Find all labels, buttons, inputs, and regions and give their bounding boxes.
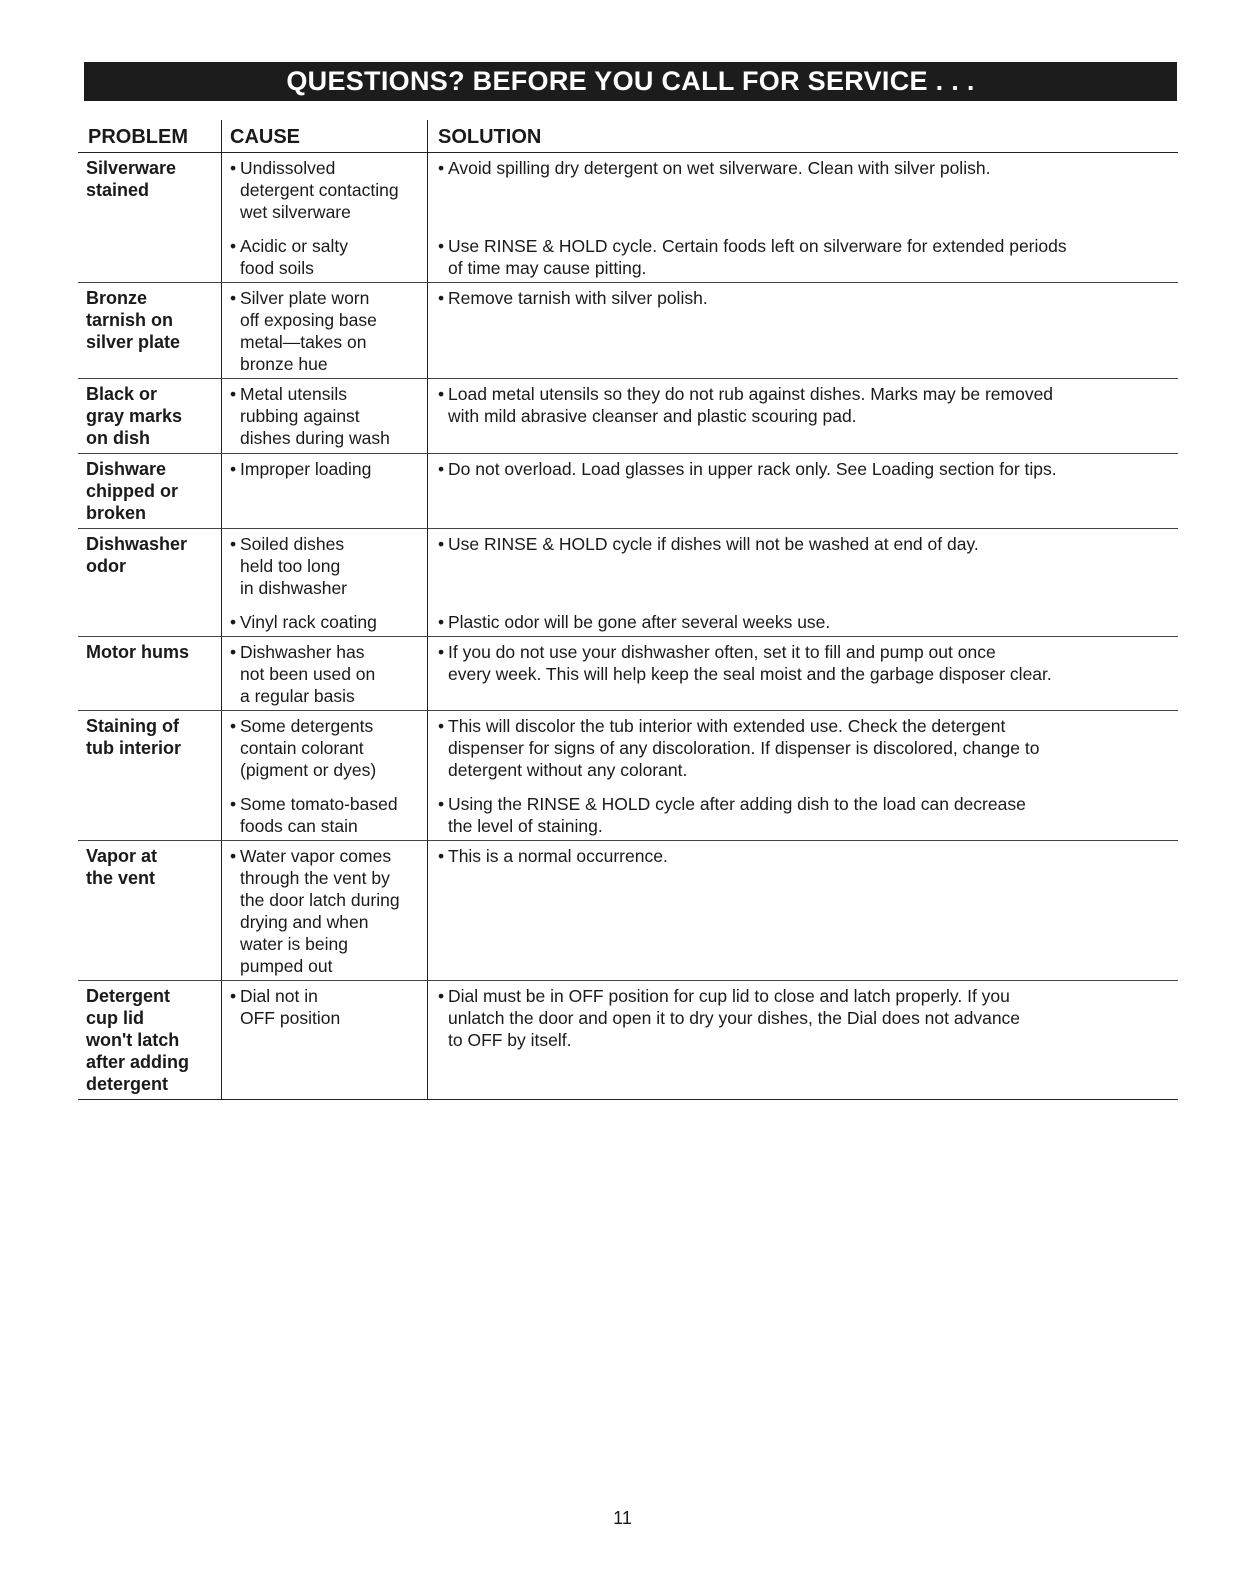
solution-cell [427,529,1178,636]
bullet-mark: • [438,459,445,479]
table-row [78,841,1178,981]
bullet-mark: • [230,236,237,256]
cause-cell [221,283,427,378]
bullet-mark: • [438,288,445,308]
solution-text: Remove tarnish with silver polish. [448,288,708,308]
cause-item [230,287,423,375]
problem-cell: Staining of tub interior [86,716,181,758]
problem-cell: Vapor at the vent [86,846,158,888]
cause-item [230,985,423,1029]
solution-text: Do not overload. Load glasses in upper rack only. See Loading section for tips. [448,459,1057,479]
table-row [78,379,1178,454]
bullet-mark: • [438,534,445,554]
bullet-mark: • [438,986,445,1006]
solution-cell [427,153,1178,282]
cause-cell [221,153,427,282]
bullet-mark: • [438,642,445,662]
bullet-mark: • [438,846,445,866]
solution-text: Use RINSE & HOLD cycle. Certain foods left on silverware for extended periods of time may cause pitting. [448,236,1067,278]
problem-cell: Black or gray marks on dish [86,384,183,448]
problem-cell: Motor hums [86,642,189,662]
solution-cell [427,379,1178,453]
cause-text: Dial not in OFF position [240,986,341,1028]
cause-text: Vinyl rack coating [240,612,377,632]
cause-cell [221,529,427,636]
table-row [78,981,1178,1100]
solution-item [438,985,1168,1051]
solution-item [438,611,1168,633]
bullet-mark: • [438,716,445,736]
cause-item [230,611,423,633]
solution-item [438,235,1168,279]
problem-cell: Dishware chipped or broken [86,459,179,523]
bullet-mark: • [438,612,445,632]
cause-item [230,533,423,599]
cause-item [230,458,423,480]
cause-cell [221,454,427,528]
table-header-row [78,120,1178,153]
header-cause: CAUSE [221,120,427,152]
bullet-mark: • [230,158,237,178]
header-problem: PROBLEM [88,126,188,148]
cause-item [230,715,423,781]
solution-cell [427,637,1178,710]
bullet-mark: • [438,158,445,178]
cause-cell [221,379,427,453]
solution-item [438,533,1168,555]
solution-item [438,715,1168,781]
solution-cell [427,283,1178,378]
table-body [78,153,1178,1100]
cause-text: Some tomato-based foods can stain [240,794,398,836]
solution-cell [427,981,1178,1099]
bullet-mark: • [438,384,445,404]
cause-text: Improper loading [240,459,372,479]
bullet-mark: • [230,642,237,662]
cause-text: Metal utensils rubbing against dishes during wash [240,384,390,448]
bullet-mark: • [230,384,237,404]
table-row [78,637,1178,711]
solution-item [438,287,1168,309]
table-row [78,283,1178,379]
bullet-mark: • [230,459,237,479]
cause-item [230,845,423,977]
table-row [78,153,1178,283]
problem-cell: Detergent cup lid won't latch after adding detergent [86,986,190,1094]
solution-text: Dial must be in OFF position for cup lid to close and latch properly. If you unlatch the door and open it to dry your dishes, the Dial does not advance to OFF by itself. [448,986,1021,1050]
bullet-mark: • [230,986,237,1006]
cause-text: Soiled dishes held too long in dishwasher [240,534,347,598]
bullet-mark: • [230,716,237,736]
cause-item [230,235,423,279]
cause-text: Some detergents contain colorant (pigment or dyes) [240,716,377,780]
solution-cell [427,454,1178,528]
solution-cell [427,711,1178,840]
section-banner [84,62,1177,101]
cause-text: Dishwasher has not been used on a regular basis [240,642,376,706]
bullet-mark: • [438,794,445,814]
solution-item [438,793,1168,837]
solution-item [438,383,1168,427]
bullet-mark: • [230,846,237,866]
bullet-mark: • [230,288,237,308]
bullet-mark: • [230,534,237,554]
cause-cell [221,981,427,1099]
solution-text: Use RINSE & HOLD cycle if dishes will not be washed at end of day. [448,534,979,554]
cause-text: Silver plate worn off exposing base metal—takes on bronze hue [240,288,377,374]
solution-text: Load metal utensils so they do not rub against dishes. Marks may be removed with mild abrasive cleanser and plastic scouring pad. [448,384,1054,426]
solution-item [438,157,1168,179]
solution-text: Using the RINSE & HOLD cycle after adding dish to the load can decrease the level of staining. [448,794,1026,836]
cause-item [230,383,423,449]
cause-cell [221,711,427,840]
table-row [78,711,1178,841]
solution-item [438,845,1168,867]
bullet-mark: • [438,236,445,256]
solution-item [438,458,1168,480]
bullet-mark: • [230,612,237,632]
cause-item [230,793,423,837]
cause-item [230,157,423,223]
solution-text: Plastic odor will be gone after several weeks use. [448,612,831,632]
problem-cell: Bronze tarnish on silver plate [86,288,181,352]
solution-text: This will discolor the tub interior with extended use. Check the detergent dispenser for signs of any discoloration. If dispenser is discolored, change to detergent without any colorant. [448,716,1040,780]
solution-text: This is a normal occurrence. [448,846,668,866]
cause-item [230,641,423,707]
cause-cell [221,637,427,710]
solution-item [438,641,1168,685]
troubleshooting-table [78,120,1178,1100]
table-row [78,529,1178,637]
cause-text: Water vapor comes through the vent by the door latch during drying and when water is being pumped out [240,846,400,976]
bullet-mark: • [230,794,237,814]
problem-cell: Dishwasher odor [86,534,188,576]
banner-title: QUESTIONS? BEFORE YOU CALL FOR SERVICE . . . [286,66,975,96]
table-row [78,454,1178,529]
solution-text: If you do not use your dishwasher often, set it to fill and pump out once every week. This will help keep the seal moist and the garbage disposer clear. [448,642,1052,684]
problem-cell: Silverware stained [86,158,177,200]
cause-text: Undissolved detergent contacting wet silverware [240,158,399,222]
cause-text: Acidic or salty food soils [240,236,348,278]
header-solution: SOLUTION [427,120,1178,152]
solution-cell [427,841,1178,980]
page-number: 11 [613,1508,632,1528]
solution-text: Avoid spilling dry detergent on wet silverware. Clean with silver polish. [448,158,991,178]
cause-cell [221,841,427,980]
